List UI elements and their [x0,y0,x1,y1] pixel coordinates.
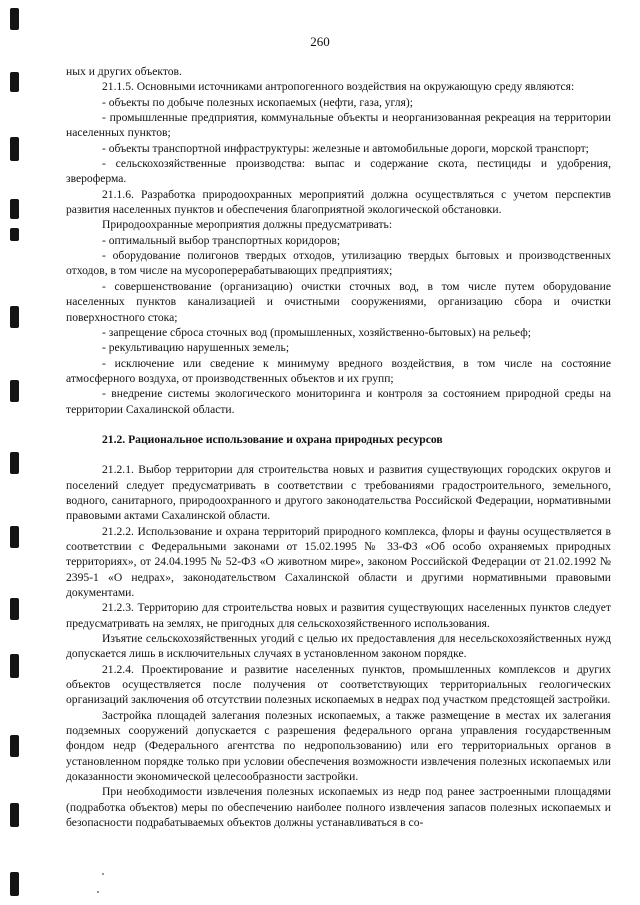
paragraph: - оптимальный выбор транспортных коридоров; [102,233,341,247]
paragraph: - запрещение сброса сточных вод (промышленных, хозяйственно-бытовых) на рельеф; [102,325,531,339]
binding-hole [10,306,19,328]
paragraph: ных и других объектов. [66,65,182,78]
binding-strip [0,0,30,905]
paragraph: - исключение или сведение к минимуму вредного воздействия, в том числе на состояние атмосферного воздуха, от производственных объектов и их групп; [66,356,611,385]
binding-hole [10,72,19,92]
binding-hole [10,137,19,161]
paragraph: - рекультивацию нарушенных земель; [102,341,290,355]
binding-hole [10,228,19,241]
binding-hole [10,598,19,620]
paragraph: - объекты транспортной инфраструктуры: железные и автомобильные дороги, морской транспорт; [102,141,589,155]
paragraph: 21.1.5. Основными источниками антропогенного воздействия на окружающую среду являются: [102,80,575,94]
binding-hole [10,803,19,827]
paragraph: 21.2.1. Выбор территории для строительства новых и развития существующих городских округов и поселений следует предусматривать в соответствии с требованиями градостроительного, земельного, водного, санитарного, природоохранного и другого законодательства Российской Федерации, нормативными правовыми актами Сахалинской области. [66,463,611,523]
paragraph: Изъятие сельскохозяйственных угодий с целью их предоставления для несельскохозяйственных нужд допускается лишь в исключительных случаях в установленном законом порядке. [66,632,611,661]
scan-speck [102,873,104,875]
binding-hole [10,872,19,896]
scan-speck [97,891,99,893]
binding-hole [10,526,19,548]
paragraph: Природоохранные мероприятия должны предусматривать: [102,218,393,232]
binding-hole [10,199,19,219]
paragraph: 21.2.4. Проектирование и развитие населенных пунктов, промышленных комплексов и других объектов осуществляется после получения от соответствующих территориальных геологических организаций заключения об отсутствии полезных ископаемых в недрах под участком предстоящей застройки. [66,662,611,707]
page-number: 260 [310,34,330,49]
binding-hole [10,654,19,678]
binding-hole [10,8,19,30]
paragraph: 21.2.3. Территорию для строительства новых и развития существующих населенных пунктов следует предусматривать на землях, не пригодных для сельскохозяйственного использования. [66,601,611,630]
paragraph: Застройка площадей залегания полезных ископаемых, а также размещение в местах их залегания подземных сооружений допускается с разрешения федерального органа управления государственным фондом недр (Федерального агентства по недропользованию) или его территориальных органов в установленном порядке только при условии обеспечения возможности извлечения полезных ископаемых или доказанности экономической целесообразности застройки. [66,708,611,784]
paragraph: - промышленные предприятия, коммунальные объекты и неорганизованная рекреация на территории населенных пунктов; [66,111,611,140]
binding-hole [10,735,19,757]
paragraph: - сельскохозяйственные производства: выпас и содержание скота, пестициды и удобрения, звероферма. [66,157,611,186]
section-heading: 21.2. Рациональное использование и охрана природных ресурсов [102,432,443,446]
paragraph: 21.1.6. Разработка природоохранных мероприятий должна осуществляться с учетом перспектив развития населенных пунктов и обеспечения благоприятной экологической обстановки. [66,187,611,217]
paragraph: При необходимости извлечения полезных ископаемых из недр под ранее застроенными площадями (подработка объектов) меры по обеспечению наиболее полного извлечения запасов полезных ископаемых и безопасности подрабатываемых объектов должны устанавливаться в со- [66,785,611,830]
paragraph: - совершенствование (организацию) очистки сточных вод, в том числе путем оборудование населенных пунктов канализацией и очистными сооружениями, организацию сбора и очистки поверхностного стока; [66,279,611,324]
paragraph: - внедрение системы экологического мониторинга и контроля за состоянием природной среды на территории Сахалинской области. [66,387,611,416]
paragraph: 21.2.2. Использование и охрана территорий природного комплекса, флоры и фауны осуществляется в соответствии с Федеральными законами от 15.02.1995 № 33-ФЗ «Об особо охраняемых природных территориях», от 24.04.1995 № 52-ФЗ «О животном мире», законом Российской Федерации от 21.02.1992 № 2395-1 «О недрах», законодательством Сахалинской области и другими нормативными правовыми документами. [66,524,611,599]
binding-hole [10,380,19,402]
binding-hole [10,452,19,474]
paragraph: - оборудование полигонов твердых отходов, утилизацию твердых бытовых и производственных отходов, в том числе на мусороперерабатывающих предприятиях; [66,249,611,278]
paragraph: - объекты по добыче полезных ископаемых (нефти, газа, угля); [102,95,413,109]
document-body [66,64,611,831]
